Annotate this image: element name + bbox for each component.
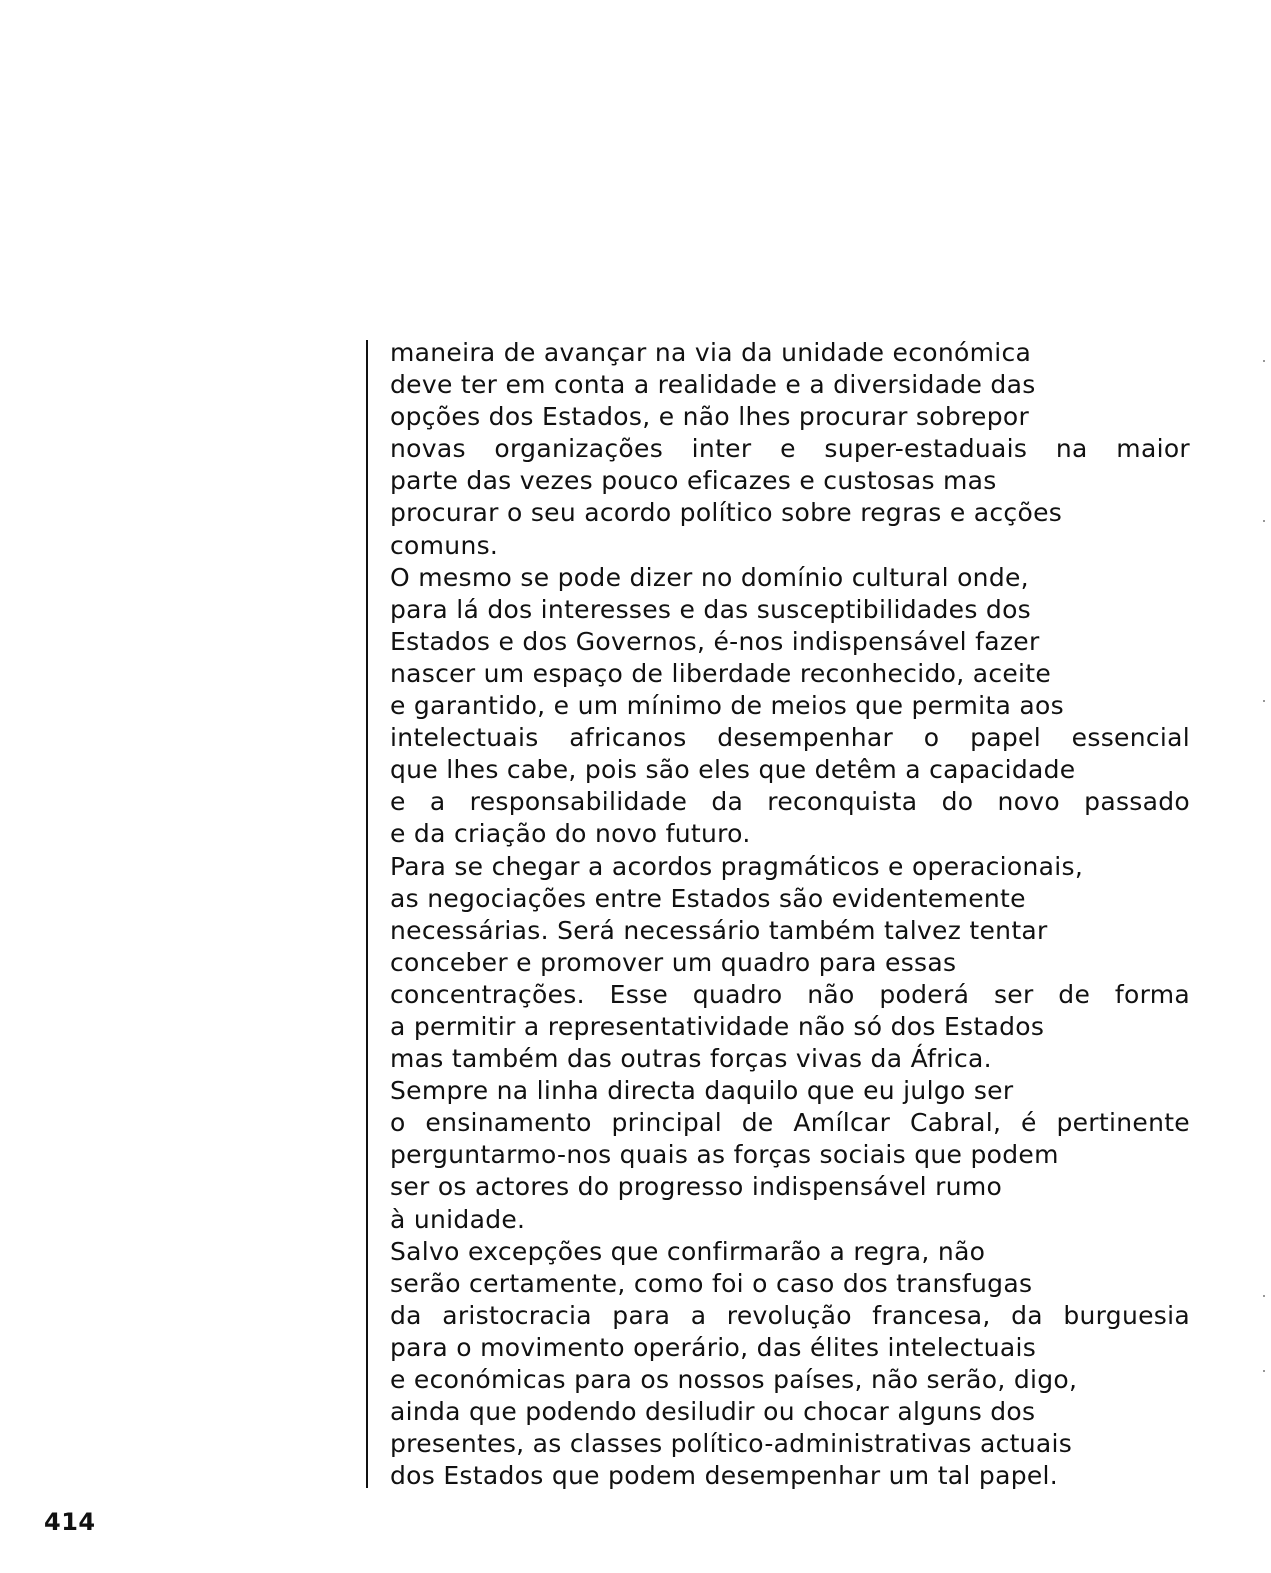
text-line: que lhes cabe, pois são eles que detêm a capacidade: [390, 755, 1076, 785]
body-text: [390, 337, 1190, 1492]
text-line: e económicas para os nossos países, não serão, digo,: [390, 1365, 1078, 1394]
scan-edge-mark: [1263, 360, 1265, 362]
text-line: necessárias. Será necessário também talvez tentar: [390, 915, 1048, 945]
text-line: à unidade.: [390, 1204, 526, 1234]
text-line: ser os actores do progresso indispensável rumo: [390, 1172, 1003, 1202]
text-line: conceber e promover um quadro para essas: [390, 947, 957, 977]
text-line: dos Estados que podem desempenhar um tal papel.: [390, 1461, 1059, 1491]
margin-rule: [366, 340, 368, 1488]
text-line: para lá dos interesses e das susceptibilidades dos: [390, 594, 1032, 624]
text-line: mas também das outras forças vivas da África.: [390, 1044, 992, 1074]
text-line: perguntarmo-nos quais as forças sociais que podem: [390, 1140, 1059, 1170]
scan-edge-mark: [1263, 700, 1265, 702]
text-line: intelectuais africanos desempenhar o papel essencial: [390, 723, 1190, 753]
text-line: a permitir a representatividade não só dos Estados: [390, 1011, 1045, 1041]
text-line: Salvo excepções que confirmarão a regra, não: [390, 1236, 986, 1266]
scan-edge-mark: [1263, 520, 1265, 522]
text-line: concentrações. Esse quadro não poderá ser de forma: [390, 979, 1190, 1009]
text-line: e da criação do novo futuro.: [390, 819, 751, 849]
scan-edge-mark: [1263, 1370, 1265, 1372]
text-line: parte das vezes pouco eficazes e custosas mas: [390, 466, 997, 496]
text-line: comuns.: [390, 530, 499, 560]
page-number: 414: [44, 1508, 96, 1536]
text-line: e a responsabilidade da reconquista do novo passado: [390, 787, 1190, 817]
text-line: Estados e dos Governos, é-nos indispensável fazer: [390, 626, 1040, 656]
text-line: Para se chegar a acordos pragmáticos e operacionais,: [390, 851, 1084, 881]
text-line: serão certamente, como foi o caso dos transfugas: [390, 1268, 1033, 1298]
text-line: e garantido, e um mínimo de meios que permita aos: [390, 691, 1064, 721]
text-line: presentes, as classes político-administrativas actuais: [390, 1429, 1073, 1459]
text-line: procurar o seu acordo político sobre regras e acções: [390, 498, 1063, 528]
text-line: deve ter em conta a realidade e a diversidade das: [390, 370, 1036, 400]
text-line: para o movimento operário, das élites intelectuais: [390, 1332, 1037, 1362]
text-line: novas organizações inter e super-estaduais na maior: [390, 434, 1190, 464]
text-line: maneira de avançar na via da unidade económica: [390, 338, 1032, 367]
text-line: da aristocracia para a revolução francesa, da burguesia: [390, 1300, 1190, 1330]
text-line: as negociações entre Estados são evidentemente: [390, 883, 1026, 913]
text-line: o ensinamento principal de Amílcar Cabral, é pertinente: [390, 1108, 1190, 1138]
text-line: ainda que podendo desiludir ou chocar alguns dos: [390, 1397, 1036, 1427]
text-line: Sempre na linha directa daquilo que eu julgo ser: [390, 1076, 1014, 1106]
text-line: O mesmo se pode dizer no domínio cultural onde,: [390, 562, 1029, 592]
scan-edge-mark: [1263, 1295, 1265, 1297]
text-line: nascer um espaço de liberdade reconhecido, aceite: [390, 658, 1052, 688]
text-line: opções dos Estados, e não lhes procurar sobrepor: [390, 402, 1030, 432]
